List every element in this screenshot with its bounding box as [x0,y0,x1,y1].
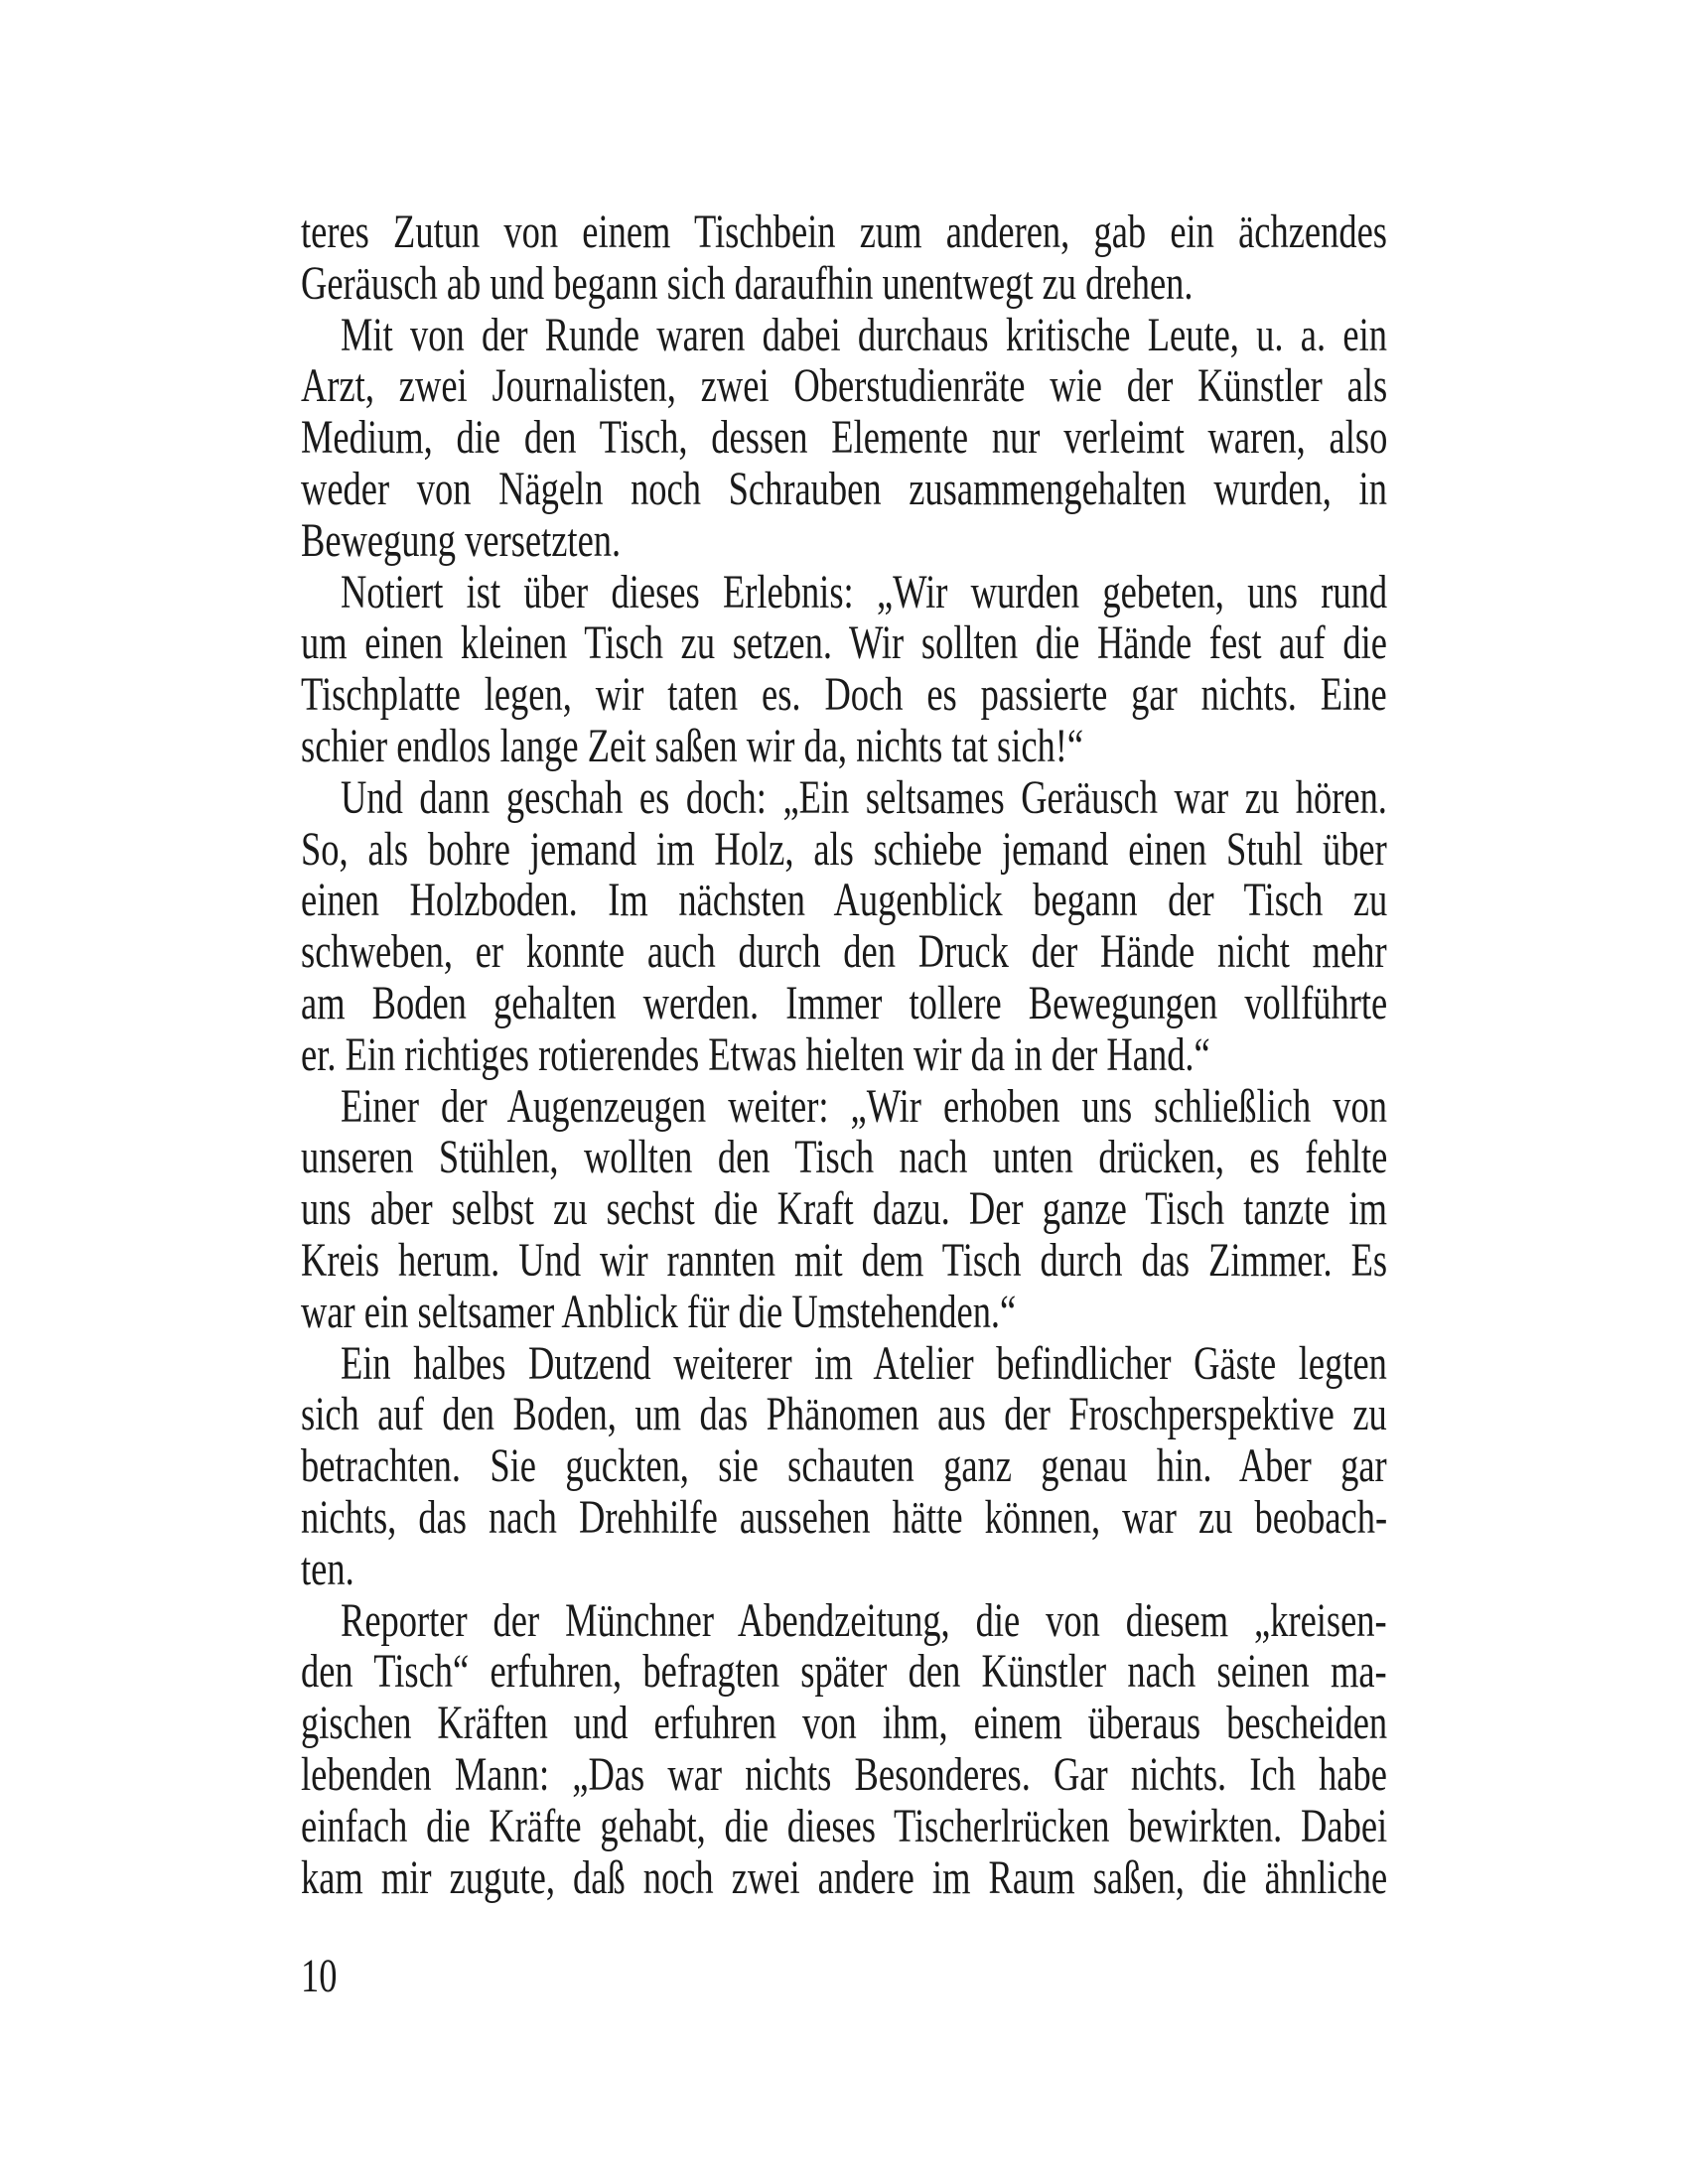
text-line-content: Und dann geschah es doch: „Ein seltsames Geräusch war zu hören. [341,770,1387,824]
text-line [301,1749,1387,1801]
text-line [301,772,1387,824]
text-line-content: So, als bohre jemand im Holz, als schiebe jemand einen Stuhl über [301,822,1387,876]
text-line-content: Einer der Augenzeugen weiter: „Wir erhoben uns schließlich von [341,1079,1387,1133]
text-line [301,464,1387,515]
text-line [301,1389,1387,1440]
text-line [301,1544,1387,1595]
text-line [301,1698,1387,1749]
text-line-content: nichts, das nach Drehhilfe aussehen hätte können, war zu beobach- [301,1490,1388,1544]
text-line [301,515,1387,567]
text-line-content: Medium, die den Tisch, dessen Elemente nur verleimt waren, also [301,411,1388,465]
text-line-content: uns aber selbst zu sechst die Kraft dazu. Der ganze Tisch tanzte im [301,1182,1387,1236]
text-line [301,206,1387,258]
text-line-content: einfach die Kräfte gehabt, die dieses Tischerlrücken bewirkten. Dabei [301,1799,1388,1852]
text-line [301,1287,1387,1338]
page-number-text: 10 [301,1950,338,2002]
text-line [301,1081,1387,1133]
text-line [301,721,1387,772]
text-line [301,1132,1387,1183]
text-line [301,669,1387,721]
text-line [301,1440,1387,1492]
text-line [301,1801,1387,1852]
text-line-content: Geräusch ab und begann sich daraufhin unentwegt zu drehen. [301,256,1194,310]
text-line [301,1492,1387,1544]
text-line [301,567,1387,618]
text-line-content: Mit von der Runde waren dabei durchaus kritische Leute, u. a. ein [341,308,1387,361]
text-line [301,875,1387,926]
text-line [301,1646,1387,1698]
text-line-content: Reporter der Münchner Abendzeitung, die von diesem „kreisen- [341,1593,1387,1647]
text-line-content: Bewegung versetzten. [301,513,622,567]
text-line [301,978,1387,1029]
text-line-content: er. Ein richtiges rotierendes Etwas hielten wir da in der Hand.“ [301,1027,1210,1081]
text-line-content: kam mir zugute, daß noch zwei andere im Raum saßen, die ähnliche [301,1850,1388,1904]
text-line [301,1852,1387,1904]
text-line-content: schweben, er konnte auch durch den Druck der Hände nicht mehr [301,925,1387,979]
text-line [301,360,1387,412]
text-line [301,1183,1387,1235]
text-line-content: ten. [301,1542,354,1595]
text-line [301,824,1387,876]
page-number [301,1951,349,2002]
text-line [301,926,1387,978]
text-line-content: Ein halbes Dutzend weiterer im Atelier befindlicher Gäste legten [341,1336,1387,1390]
text-line [301,1029,1387,1081]
text-line-content: war ein seltsamer Anblick für die Umstehenden.“ [301,1285,1017,1338]
text-line-content: einen Holzboden. Im nächsten Augenblick begann der Tisch zu [301,874,1388,927]
text-line [301,258,1387,310]
text-line-content: weder von Nägeln noch Schrauben zusammengehalten wurden, in [301,462,1387,515]
text-line-content: gischen Kräften und erfuhren von ihm, einem überaus bescheiden [301,1697,1388,1750]
text-line-content: am Boden gehalten werden. Immer tollere Bewegungen vollführte [301,976,1388,1029]
text-line-content: schier endlos lange Zeit saßen wir da, nichts tat sich!“ [301,719,1084,772]
text-line-content: Arzt, zwei Journalisten, zwei Oberstudienräte wie der Künstler als [301,359,1388,413]
text-line [301,617,1387,669]
text-line [301,1595,1387,1647]
text-line-content: den Tisch“ erfuhren, befragten später den Künstler nach seinen ma- [301,1645,1387,1699]
text-line-content: Notiert ist über dieses Erlebnis: „Wir wurden gebeten, uns rund [341,565,1388,618]
text-line-content: unseren Stühlen, wollten den Tisch nach unten drücken, es fehlte [301,1131,1388,1184]
body-text [301,206,1387,1903]
text-line-content: teres Zutun von einem Tischbein zum anderen, gab ein ächzendes [301,205,1387,258]
text-line-content: sich auf den Boden, um das Phänomen aus der Froschperspektive zu [301,1388,1387,1441]
text-line-content: Kreis herum. Und wir rannten mit dem Tisch durch das Zimmer. Es [301,1233,1388,1287]
text-line-content: Tischplatte legen, wir taten es. Doch es passierte gar nichts. Eine [301,668,1387,722]
text-line-content: lebenden Mann: „Das war nichts Besonderes. Gar nichts. Ich habe [301,1747,1387,1801]
text-line-content: betrachten. Sie guckten, sie schauten ganz genau hin. Aber gar [301,1439,1387,1493]
text-line-content: um einen kleinen Tisch zu setzen. Wir sollten die Hände fest auf die [301,616,1387,670]
text-line [301,412,1387,464]
text-line [301,1338,1387,1390]
text-line [301,1235,1387,1287]
text-line [301,310,1387,361]
